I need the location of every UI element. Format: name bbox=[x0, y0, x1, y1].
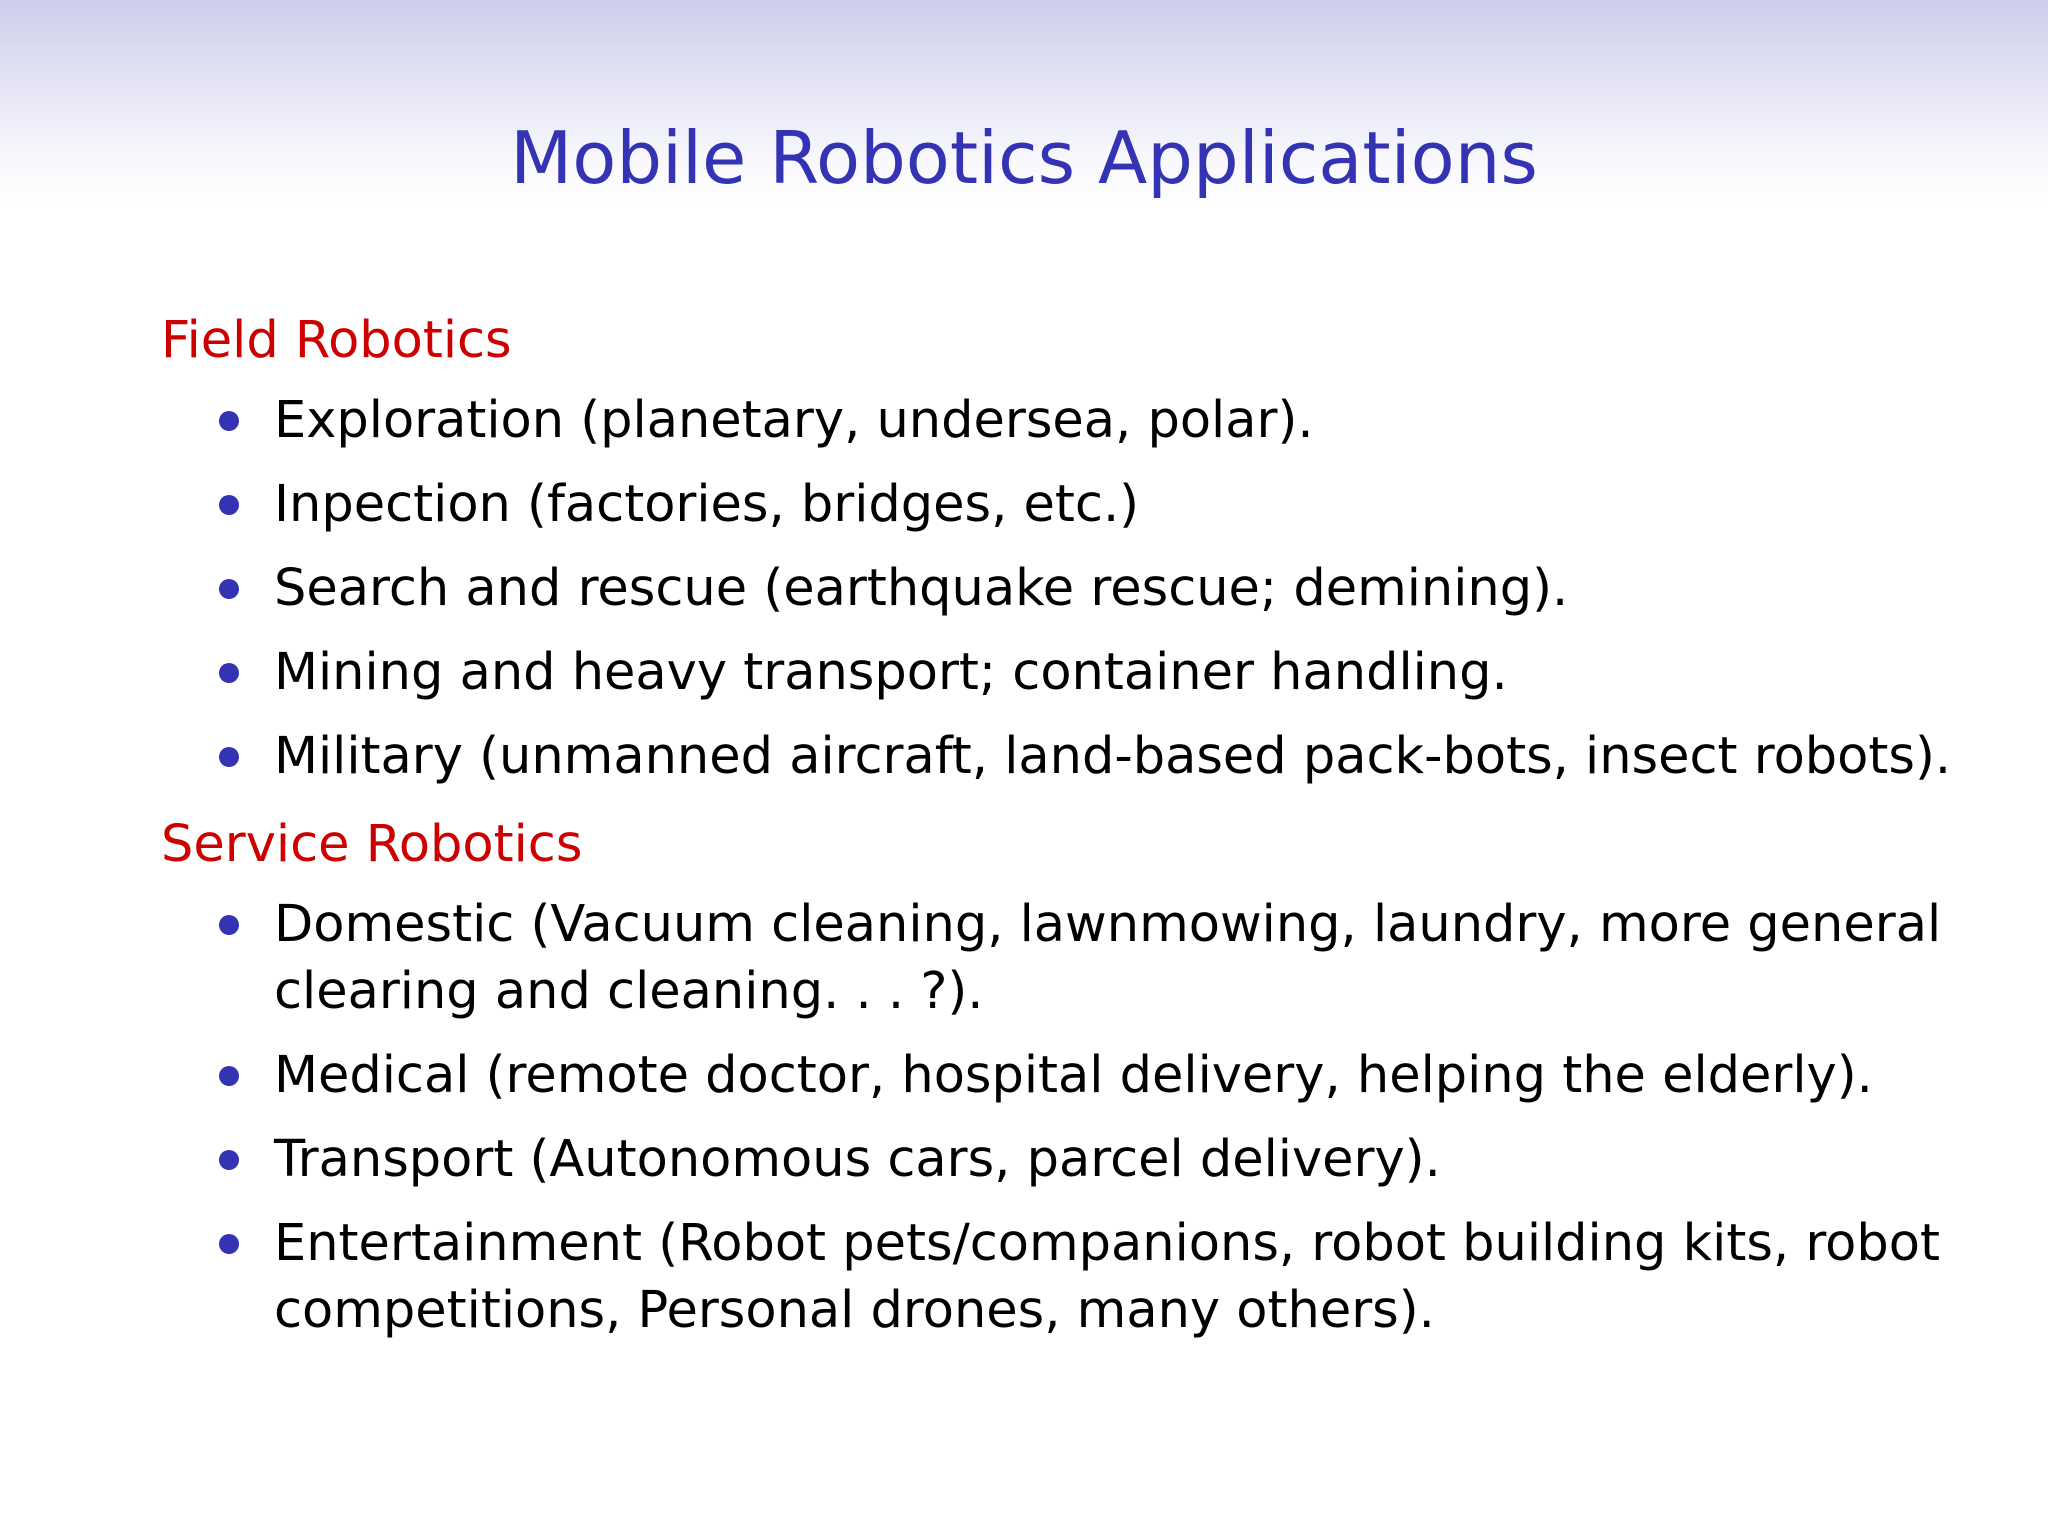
bullet-dot-icon bbox=[219, 1234, 239, 1254]
field-robotics-list bbox=[161, 387, 2021, 790]
list-item bbox=[161, 639, 2021, 706]
list-item-text: Inpection (factories, bridges, etc.) bbox=[274, 475, 1140, 534]
list-item-text: Exploration (planetary, undersea, polar). bbox=[274, 391, 1314, 450]
list-item-text: Search and rescue (earthquake rescue; demining). bbox=[274, 559, 1569, 618]
list-item bbox=[161, 723, 2021, 790]
bullet-dot-icon bbox=[219, 579, 239, 599]
bullet-dot-icon bbox=[219, 411, 239, 431]
list-item bbox=[161, 891, 2021, 1025]
list-item-text: Mining and heavy transport; container handling. bbox=[274, 643, 1508, 702]
slide-content bbox=[161, 303, 2021, 1361]
list-item-text: Medical (remote doctor, hospital delivery, helping the elderly). bbox=[274, 1046, 1873, 1105]
list-item bbox=[161, 1126, 2021, 1193]
list-item-text: Domestic (Vacuum cleaning, lawnmowing, laundry, more general clearing and cleaning. . . ?). bbox=[274, 895, 1942, 1021]
bullet-dot-icon bbox=[219, 663, 239, 683]
section-heading-service-robotics: Service Robotics bbox=[161, 815, 583, 874]
bullet-dot-icon bbox=[219, 747, 239, 767]
list-item bbox=[161, 471, 2021, 538]
list-item-text: Entertainment (Robot pets/companions, robot building kits, robot competitions, Personal drones, many others). bbox=[274, 1214, 1940, 1340]
bullet-dot-icon bbox=[219, 1066, 239, 1086]
list-item-text: Transport (Autonomous cars, parcel delivery). bbox=[274, 1130, 1441, 1189]
bullet-dot-icon bbox=[219, 915, 239, 935]
list-item bbox=[161, 1210, 2021, 1344]
service-robotics-list bbox=[161, 891, 2021, 1344]
bullet-dot-icon bbox=[219, 1150, 239, 1170]
list-item bbox=[161, 555, 2021, 622]
bullet-dot-icon bbox=[219, 495, 239, 515]
section-heading-field-robotics: Field Robotics bbox=[161, 311, 512, 370]
list-item bbox=[161, 1042, 2021, 1109]
slide-title: Mobile Robotics Applications bbox=[510, 116, 1538, 200]
list-item-text: Military (unmanned aircraft, land-based pack-bots, insect robots). bbox=[274, 727, 1952, 786]
list-item bbox=[161, 387, 2021, 454]
